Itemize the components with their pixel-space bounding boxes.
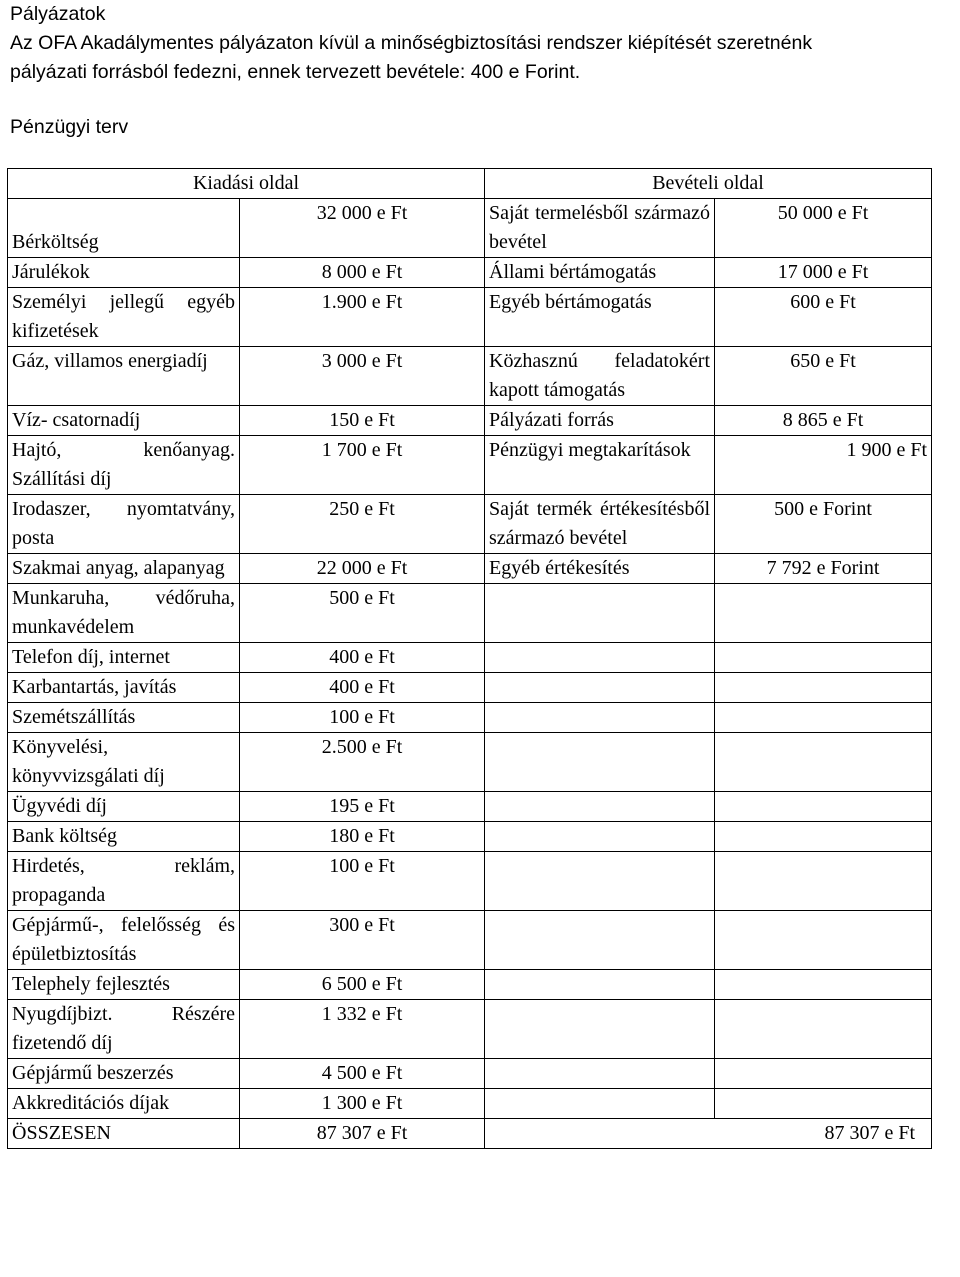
intro-line-1: Az OFA Akadálymentes pályázaton kívül a minőségbiztosítási rendszer kiépítését szeretnénk (10, 32, 813, 54)
table-row (8, 1059, 932, 1089)
income-item-label (485, 911, 715, 970)
income-item-label: Közhasznú feladatokért kapott támogatás (485, 347, 715, 406)
income-item-value (715, 792, 932, 822)
income-item-label: Saját termelésből származó bevétel (485, 199, 715, 258)
income-item-value (715, 673, 932, 703)
total-income-value: 87 307 e Ft (485, 1119, 932, 1149)
income-item-label (485, 703, 715, 733)
income-item-value (715, 970, 932, 1000)
income-item-label: Pénzügyi megtakarítások (485, 436, 715, 495)
income-item-label: Egyéb bértámogatás (485, 288, 715, 347)
table-row (8, 643, 932, 673)
income-item-value (715, 822, 932, 852)
expense-item-label: Gépjármű-, felelősség és épületbiztosítás (8, 911, 240, 970)
expense-side-header: Kiadási oldal (8, 169, 485, 199)
income-item-value (715, 1059, 932, 1089)
income-item-label (485, 1089, 715, 1119)
income-item-value: 7 792 e Forint (715, 554, 932, 584)
expense-item-label: Bank költség (8, 822, 240, 852)
table-row (8, 258, 932, 288)
table-row (8, 436, 932, 495)
income-item-value: 1 900 e Ft (715, 436, 932, 495)
expense-item-value: 8 000 e Ft (240, 258, 485, 288)
intro-section (10, 0, 950, 87)
expense-item-label: Karbantartás, javítás (8, 673, 240, 703)
table-row (8, 673, 932, 703)
expense-item-value: 500 e Ft (240, 584, 485, 643)
expense-item-value: 100 e Ft (240, 703, 485, 733)
expense-item-label: Munkaruha, védőruha, munkavédelem (8, 584, 240, 643)
expense-item-value: 22 000 e Ft (240, 554, 485, 584)
expense-item-value: 2.500 e Ft (240, 733, 485, 792)
expense-item-value: 300 e Ft (240, 911, 485, 970)
table-header-row (8, 169, 932, 199)
expense-item-label: Hirdetés, reklám, propaganda (8, 852, 240, 911)
income-item-label: Pályázati forrás (485, 406, 715, 436)
income-side-header: Bevételi oldal (485, 169, 932, 199)
expense-item-label: Ügyvédi díj (8, 792, 240, 822)
income-item-label (485, 1000, 715, 1059)
income-item-value: 8 865 e Ft (715, 406, 932, 436)
table-row (8, 703, 932, 733)
expense-item-label: Telefon díj, internet (8, 643, 240, 673)
expense-item-label: Víz- csatornadíj (8, 406, 240, 436)
income-item-value: 600 e Ft (715, 288, 932, 347)
expense-item-label: Szakmai anyag, alapanyag (8, 554, 240, 584)
income-item-value: 650 e Ft (715, 347, 932, 406)
financial-plan-body (8, 169, 932, 1149)
income-item-value: 500 e Forint (715, 495, 932, 554)
income-item-value: 50 000 e Ft (715, 199, 932, 258)
income-item-value (715, 584, 932, 643)
income-item-label: Állami bértámogatás (485, 258, 715, 288)
income-item-label (485, 970, 715, 1000)
financial-plan-title: Pénzügyi terv (10, 116, 129, 138)
expense-item-label: Bérköltség (8, 199, 240, 258)
table-row (8, 733, 932, 792)
expense-item-value: 400 e Ft (240, 673, 485, 703)
income-item-value (715, 733, 932, 792)
income-item-value (715, 852, 932, 911)
table-row (8, 584, 932, 643)
expense-item-value: 180 e Ft (240, 822, 485, 852)
expense-item-value: 1.900 e Ft (240, 288, 485, 347)
table-row (8, 288, 932, 347)
expense-item-value: 400 e Ft (240, 643, 485, 673)
income-item-value (715, 703, 932, 733)
expense-item-label: Akkreditációs díjak (8, 1089, 240, 1119)
table-row (8, 852, 932, 911)
income-item-label (485, 822, 715, 852)
expense-item-value: 100 e Ft (240, 852, 485, 911)
total-label: ÖSSZESEN (8, 1119, 240, 1149)
income-item-label (485, 1059, 715, 1089)
expense-item-label: Járulékok (8, 258, 240, 288)
income-item-label (485, 792, 715, 822)
table-row (8, 970, 932, 1000)
table-row (8, 1089, 932, 1119)
table-row (8, 347, 932, 406)
financial-plan-table (7, 168, 932, 1149)
intro-line-2: pályázati forrásból fedezni, ennek tervezett bevétele: 400 e Forint. (10, 61, 581, 83)
expense-item-label: Nyugdíjbizt. Részére fizetendő díj (8, 1000, 240, 1059)
expense-item-label: Telephely fejlesztés (8, 970, 240, 1000)
table-row (8, 822, 932, 852)
income-item-label: Saját termék értékesítésből származó bevétel (485, 495, 715, 554)
income-item-value (715, 911, 932, 970)
table-row (8, 495, 932, 554)
table-row (8, 199, 932, 258)
income-item-value: 17 000 e Ft (715, 258, 932, 288)
income-item-value (715, 1000, 932, 1059)
expense-item-value: 1 332 e Ft (240, 1000, 485, 1059)
expense-item-label: Gáz, villamos energiadíj (8, 347, 240, 406)
expense-item-value: 1 300 e Ft (240, 1089, 485, 1119)
table-row (8, 1000, 932, 1059)
expense-item-value: 150 e Ft (240, 406, 485, 436)
expense-item-label: Személyi jellegű egyéb kifizetések (8, 288, 240, 347)
income-item-label (485, 673, 715, 703)
expense-item-label: Szemétszállítás (8, 703, 240, 733)
expense-item-value: 6 500 e Ft (240, 970, 485, 1000)
income-item-label (485, 733, 715, 792)
expense-item-label: Könyvelési, könyvvizsgálati díj (8, 733, 240, 792)
expense-item-label: Irodaszer, nyomtatvány, posta (8, 495, 240, 554)
income-item-value (715, 1089, 932, 1119)
page-heading: Pályázatok (10, 3, 106, 25)
expense-item-value: 4 500 e Ft (240, 1059, 485, 1089)
income-item-label (485, 584, 715, 643)
expense-item-value: 3 000 e Ft (240, 347, 485, 406)
expense-item-value: 32 000 e Ft (240, 199, 485, 258)
income-item-label (485, 852, 715, 911)
table-row (8, 792, 932, 822)
total-row (8, 1119, 932, 1149)
expense-item-value: 250 e Ft (240, 495, 485, 554)
expense-item-label: Gépjármű beszerzés (8, 1059, 240, 1089)
income-item-value (715, 643, 932, 673)
expense-item-value: 1 700 e Ft (240, 436, 485, 495)
expense-item-label: Hajtó, kenőanyag. Szállítási díj (8, 436, 240, 495)
table-row (8, 554, 932, 584)
income-item-label: Egyéb értékesítés (485, 554, 715, 584)
table-row (8, 406, 932, 436)
expense-item-value: 195 e Ft (240, 792, 485, 822)
table-row (8, 911, 932, 970)
income-item-label (485, 643, 715, 673)
total-expense-value: 87 307 e Ft (240, 1119, 485, 1149)
